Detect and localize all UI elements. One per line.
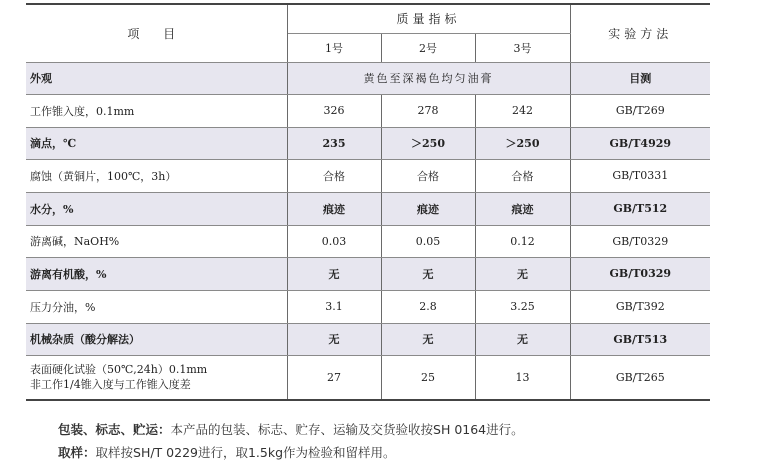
table-row [26,192,710,225]
notes-section [58,418,524,464]
row-name: 游离碱，NaOH% [26,225,287,257]
row-value-1: 无 [287,257,381,290]
header-item: 项 目 [26,4,287,62]
table-row [26,159,710,192]
header-row [26,4,710,33]
row-value-1: 27 [287,355,381,400]
note-packaging [58,418,524,441]
row-value-3: 无 [475,257,570,290]
row-name: 外观 [26,62,287,94]
row-value-3: 合格 [475,159,570,192]
header-grade-2: 2号 [381,33,475,62]
row-value-2: 278 [381,94,475,127]
note-text: 本产品的包装、标志、贮存、运输及交货验收按SH 0164进行。 [170,422,524,437]
row-value-1: 235 [287,127,381,159]
table-row [26,127,710,159]
row-name: 游离有机酸，% [26,257,287,290]
row-name [26,355,287,400]
row-value-3: 痕迹 [475,192,570,225]
row-name: 机械杂质（酸分解法） [26,323,287,355]
row-method: GB/T392 [570,290,710,323]
row-value-2: 2.8 [381,290,475,323]
row-method: GB/T0329 [570,257,710,290]
row-name-line-2: 非工作1/4锥入度与工作锥入度差 [30,378,191,392]
row-name-line-1: 表面硬化试验（50℃,24h）0.1mm [30,363,208,377]
row-value-1: 痕迹 [287,192,381,225]
row-value-3: 3.25 [475,290,570,323]
row-name: 压力分油，% [26,290,287,323]
header-grade-1: 1号 [287,33,381,62]
row-value-2: 0.05 [381,225,475,257]
row-name: 腐蚀（黄铜片，100℃，3h） [26,159,287,192]
note-text: 取样按SH/T 0229进行，取1.5kg作为检验和留样用。 [95,445,396,460]
row-value-2: 25 [381,355,475,400]
row-name: 工作锥入度，0.1mm [26,94,287,127]
row-value-3: ＞250 [475,127,570,159]
row-value-3: 无 [475,323,570,355]
row-value-1: 无 [287,323,381,355]
row-value-2: 无 [381,257,475,290]
header-method: 实验方法 [570,4,710,62]
row-value-2: ＞250 [381,127,475,159]
note-label: 取样： [58,445,96,460]
row-method: GB/T4929 [570,127,710,159]
table-row [26,290,710,323]
row-name: 滴点，℃ [26,127,287,159]
table-row [26,94,710,127]
row-method: 目测 [570,62,710,94]
note-sampling [58,441,524,464]
row-value-1: 3.1 [287,290,381,323]
table-row [26,355,710,400]
row-value-1: 0.03 [287,225,381,257]
table-row [26,225,710,257]
row-method: GB/T265 [570,355,710,400]
table-row [26,257,710,290]
row-value-2: 无 [381,323,475,355]
spec-table [26,3,710,401]
row-method: GB/T513 [570,323,710,355]
row-value-3: 13 [475,355,570,400]
row-method: GB/T512 [570,192,710,225]
row-name: 水分，% [26,192,287,225]
header-quality: 质量指标 [287,4,570,33]
row-span-value: 黄色至深褐色均匀油膏 [287,62,570,94]
row-value-1: 326 [287,94,381,127]
row-value-2: 合格 [381,159,475,192]
table-row [26,62,710,94]
row-method: GB/T0331 [570,159,710,192]
row-method: GB/T0329 [570,225,710,257]
row-value-3: 0.12 [475,225,570,257]
note-label: 包装、标志、贮运： [58,422,171,437]
row-method: GB/T269 [570,94,710,127]
table-row [26,323,710,355]
row-value-1: 合格 [287,159,381,192]
row-value-3: 242 [475,94,570,127]
row-value-2: 痕迹 [381,192,475,225]
header-grade-3: 3号 [475,33,570,62]
